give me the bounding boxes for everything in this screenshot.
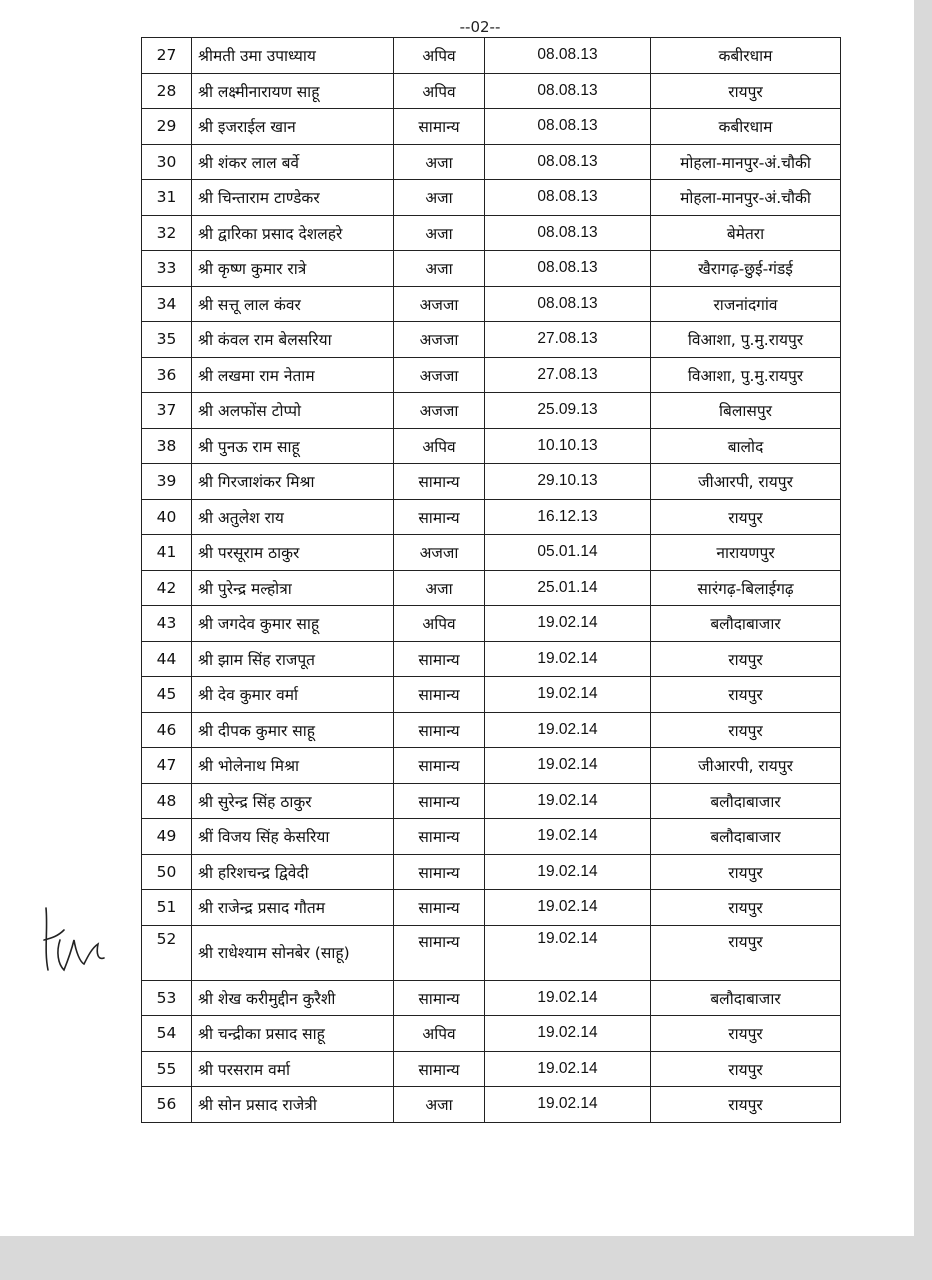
posting-place-cell: नारायणपुर: [651, 535, 841, 571]
date-cell: 25.01.14: [485, 570, 651, 606]
posting-place-cell: बलौदाबाजार: [651, 980, 841, 1016]
table-row: [142, 1016, 841, 1052]
serial-number-cell: 48: [142, 783, 192, 819]
table-row: [142, 925, 841, 980]
date-cell: 19.02.14: [485, 925, 651, 980]
date-cell: 19.02.14: [485, 854, 651, 890]
name-cell: श्री देव कुमार वर्मा: [192, 677, 394, 713]
serial-number-cell: 31: [142, 180, 192, 216]
date-cell: 08.08.13: [485, 38, 651, 74]
table-body: [142, 38, 841, 1123]
category-cell: अजजा: [394, 286, 485, 322]
posting-place-cell: रायपुर: [651, 712, 841, 748]
name-cell: श्रीं विजय सिंह केसरिया: [192, 819, 394, 855]
serial-number-cell: 29: [142, 109, 192, 145]
table-row: [142, 890, 841, 926]
date-cell: 08.08.13: [485, 144, 651, 180]
name-cell: श्री द्वारिका प्रसाद देशलहरे: [192, 215, 394, 251]
category-cell: सामान्य: [394, 890, 485, 926]
serial-number-cell: 37: [142, 393, 192, 429]
name-cell: श्री अलफोंस टोप्पो: [192, 393, 394, 429]
serial-number-cell: 28: [142, 73, 192, 109]
serial-number-cell: 49: [142, 819, 192, 855]
table-row: [142, 38, 841, 74]
posting-place-cell: बेमेतरा: [651, 215, 841, 251]
category-cell: अपिव: [394, 1016, 485, 1052]
date-cell: 19.02.14: [485, 783, 651, 819]
date-cell: 29.10.13: [485, 464, 651, 500]
serial-number-cell: 50: [142, 854, 192, 890]
name-cell: श्री राजेन्द्र प्रसाद गौतम: [192, 890, 394, 926]
serial-number-cell: 35: [142, 322, 192, 358]
name-cell: श्री लक्ष्मीनारायण साहू: [192, 73, 394, 109]
posting-place-cell: मोहला-मानपुर-अं.चौकी: [651, 180, 841, 216]
posting-place-cell: बलौदाबाजार: [651, 606, 841, 642]
serial-number-cell: 55: [142, 1051, 192, 1087]
posting-place-cell: बिलासपुर: [651, 393, 841, 429]
table-row: [142, 980, 841, 1016]
category-cell: सामान्य: [394, 499, 485, 535]
table-row: [142, 854, 841, 890]
serial-number-cell: 42: [142, 570, 192, 606]
category-cell: अपिव: [394, 428, 485, 464]
date-cell: 19.02.14: [485, 712, 651, 748]
name-cell: श्री चन्द्रीका प्रसाद साहू: [192, 1016, 394, 1052]
table-row: [142, 180, 841, 216]
posting-place-cell: रायपुर: [651, 677, 841, 713]
date-cell: 19.02.14: [485, 606, 651, 642]
serial-number-cell: 47: [142, 748, 192, 784]
table-row: [142, 677, 841, 713]
name-cell: श्री दीपक कुमार साहू: [192, 712, 394, 748]
category-cell: अजा: [394, 180, 485, 216]
posting-place-cell: बालोद: [651, 428, 841, 464]
page-number: --02--: [459, 18, 501, 36]
date-cell: 08.08.13: [485, 180, 651, 216]
posting-place-cell: राजनांदगांव: [651, 286, 841, 322]
table-row: [142, 109, 841, 145]
posting-place-cell: बलौदाबाजार: [651, 783, 841, 819]
table-row: [142, 606, 841, 642]
posting-place-cell: रायपुर: [651, 499, 841, 535]
posting-place-cell: कबीरधाम: [651, 38, 841, 74]
table-row: [142, 144, 841, 180]
table-row: [142, 428, 841, 464]
date-cell: 19.02.14: [485, 1087, 651, 1123]
category-cell: सामान्य: [394, 641, 485, 677]
name-cell: श्री परसराम वर्मा: [192, 1051, 394, 1087]
serial-number-cell: 38: [142, 428, 192, 464]
serial-number-cell: 45: [142, 677, 192, 713]
category-cell: अजा: [394, 251, 485, 287]
category-cell: सामान्य: [394, 464, 485, 500]
name-cell: श्री शंकर लाल बर्वे: [192, 144, 394, 180]
posting-place-cell: विआशा, पु.मु.रायपुर: [651, 322, 841, 358]
table-row: [142, 215, 841, 251]
name-cell: श्री चिन्ताराम टाण्डेकर: [192, 180, 394, 216]
serial-number-cell: 46: [142, 712, 192, 748]
category-cell: अजजा: [394, 393, 485, 429]
table-row: [142, 1087, 841, 1123]
posting-place-cell: कबीरधाम: [651, 109, 841, 145]
table-row: [142, 1051, 841, 1087]
table-row: [142, 393, 841, 429]
serial-number-cell: 34: [142, 286, 192, 322]
serial-number-cell: 52: [142, 925, 192, 980]
posting-place-cell: रायपुर: [651, 1016, 841, 1052]
signature: [38, 900, 108, 980]
table-row: [142, 535, 841, 571]
posting-place-cell: मोहला-मानपुर-अं.चौकी: [651, 144, 841, 180]
table-row: [142, 748, 841, 784]
category-cell: सामान्य: [394, 712, 485, 748]
name-cell: श्री भोलेनाथ मिश्रा: [192, 748, 394, 784]
name-cell: श्री शेख करीमुद्दीन कुरैशी: [192, 980, 394, 1016]
category-cell: सामान्य: [394, 783, 485, 819]
date-cell: 19.02.14: [485, 980, 651, 1016]
category-cell: अपिव: [394, 38, 485, 74]
serial-number-cell: 43: [142, 606, 192, 642]
date-cell: 19.02.14: [485, 748, 651, 784]
serial-number-cell: 54: [142, 1016, 192, 1052]
posting-place-cell: रायपुर: [651, 854, 841, 890]
posting-place-cell: सारंगढ़-बिलाईगढ़: [651, 570, 841, 606]
serial-number-cell: 41: [142, 535, 192, 571]
date-cell: 27.08.13: [485, 357, 651, 393]
category-cell: अजजा: [394, 322, 485, 358]
category-cell: अजा: [394, 144, 485, 180]
table-row: [142, 783, 841, 819]
serial-number-cell: 56: [142, 1087, 192, 1123]
posting-place-cell: विआशा, पु.मु.रायपुर: [651, 357, 841, 393]
serial-number-cell: 32: [142, 215, 192, 251]
name-cell: श्री झाम सिंह राजपूत: [192, 641, 394, 677]
name-cell: श्री पुनऊ राम साहू: [192, 428, 394, 464]
serial-number-cell: 30: [142, 144, 192, 180]
name-cell: श्री कंवल राम बेलसरिया: [192, 322, 394, 358]
category-cell: सामान्य: [394, 677, 485, 713]
serial-number-cell: 40: [142, 499, 192, 535]
name-cell: श्री लखमा राम नेताम: [192, 357, 394, 393]
name-cell: श्री हरिशचन्द्र द्विवेदी: [192, 854, 394, 890]
name-cell: श्री जगदेव कुमार साहू: [192, 606, 394, 642]
table-row: [142, 464, 841, 500]
category-cell: अपिव: [394, 606, 485, 642]
table-row: [142, 286, 841, 322]
date-cell: 19.02.14: [485, 677, 651, 713]
serial-number-cell: 44: [142, 641, 192, 677]
date-cell: 19.02.14: [485, 890, 651, 926]
name-cell: श्री पुरेन्द्र मल्होत्रा: [192, 570, 394, 606]
date-cell: 08.08.13: [485, 215, 651, 251]
serial-number-cell: 53: [142, 980, 192, 1016]
name-cell: श्री कृष्ण कुमार रात्रे: [192, 251, 394, 287]
posting-place-cell: रायपुर: [651, 1087, 841, 1123]
date-cell: 27.08.13: [485, 322, 651, 358]
category-cell: अजजा: [394, 357, 485, 393]
serial-number-cell: 33: [142, 251, 192, 287]
posting-place-cell: रायपुर: [651, 73, 841, 109]
date-cell: 19.02.14: [485, 641, 651, 677]
category-cell: अजा: [394, 215, 485, 251]
category-cell: अजजा: [394, 535, 485, 571]
category-cell: सामान्य: [394, 925, 485, 980]
name-cell: श्री इजराईल खान: [192, 109, 394, 145]
date-cell: 08.08.13: [485, 251, 651, 287]
name-cell: श्री सुरेन्द्र सिंह ठाकुर: [192, 783, 394, 819]
posting-place-cell: रायपुर: [651, 890, 841, 926]
category-cell: सामान्य: [394, 109, 485, 145]
serial-number-cell: 51: [142, 890, 192, 926]
date-cell: 16.12.13: [485, 499, 651, 535]
date-cell: 10.10.13: [485, 428, 651, 464]
personnel-table: [141, 37, 841, 1123]
posting-place-cell: रायपुर: [651, 925, 841, 980]
posting-place-cell: बलौदाबाजार: [651, 819, 841, 855]
table-row: [142, 712, 841, 748]
date-cell: 08.08.13: [485, 286, 651, 322]
name-cell: श्री अतुलेश राय: [192, 499, 394, 535]
category-cell: अजा: [394, 1087, 485, 1123]
posting-place-cell: जीआरपी, रायपुर: [651, 464, 841, 500]
table-row: [142, 251, 841, 287]
table-row: [142, 499, 841, 535]
date-cell: 19.02.14: [485, 1051, 651, 1087]
table-row: [142, 73, 841, 109]
name-cell: श्री परसूराम ठाकुर: [192, 535, 394, 571]
posting-place-cell: जीआरपी, रायपुर: [651, 748, 841, 784]
date-cell: 05.01.14: [485, 535, 651, 571]
category-cell: अजा: [394, 570, 485, 606]
table-row: [142, 819, 841, 855]
name-cell: श्री गिरजाशंकर मिश्रा: [192, 464, 394, 500]
name-cell: श्री राधेश्याम सोनबेर (साहू): [192, 925, 394, 980]
posting-place-cell: रायपुर: [651, 1051, 841, 1087]
posting-place-cell: रायपुर: [651, 641, 841, 677]
category-cell: सामान्य: [394, 980, 485, 1016]
category-cell: सामान्य: [394, 1051, 485, 1087]
name-cell: श्री सोन प्रसाद राजेत्री: [192, 1087, 394, 1123]
date-cell: 19.02.14: [485, 1016, 651, 1052]
posting-place-cell: खैरागढ़-छुई-गंडई: [651, 251, 841, 287]
date-cell: 08.08.13: [485, 73, 651, 109]
category-cell: अपिव: [394, 73, 485, 109]
date-cell: 08.08.13: [485, 109, 651, 145]
table-row: [142, 357, 841, 393]
date-cell: 19.02.14: [485, 819, 651, 855]
serial-number-cell: 39: [142, 464, 192, 500]
name-cell: श्रीमती उमा उपाध्याय: [192, 38, 394, 74]
date-cell: 25.09.13: [485, 393, 651, 429]
serial-number-cell: 27: [142, 38, 192, 74]
category-cell: सामान्य: [394, 819, 485, 855]
table-row: [142, 641, 841, 677]
table-row: [142, 570, 841, 606]
name-cell: श्री सत्तू लाल कंवर: [192, 286, 394, 322]
category-cell: सामान्य: [394, 748, 485, 784]
serial-number-cell: 36: [142, 357, 192, 393]
table-row: [142, 322, 841, 358]
category-cell: सामान्य: [394, 854, 485, 890]
